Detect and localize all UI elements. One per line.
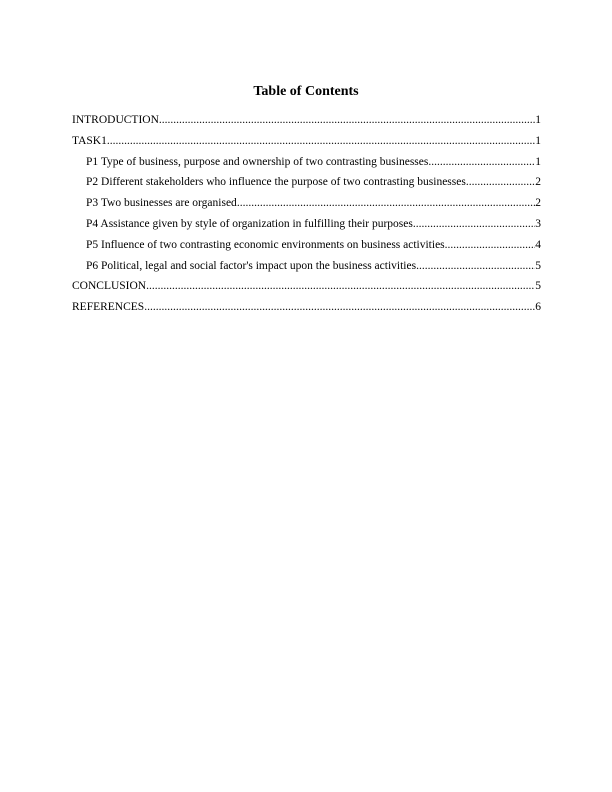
toc-entry-text: P6 Political, legal and social factor's impact upon the business activities	[86, 259, 417, 272]
toc-entry-text: TASK1	[72, 134, 107, 147]
toc-entry-introduction[interactable]	[72, 113, 541, 134]
toc-page-number: 1	[535, 134, 541, 147]
toc-entry-p1[interactable]	[72, 155, 541, 176]
toc-entry-text: INTRODUCTION	[72, 114, 159, 126]
toc-dot-leader	[144, 300, 535, 314]
toc-entry-text: CONCLUSION	[72, 280, 147, 293]
toc-page-number: 3	[535, 217, 541, 230]
toc-dot-leader	[428, 155, 535, 169]
toc-dot-leader	[146, 279, 535, 293]
toc-page-number: 5	[535, 259, 541, 272]
toc-page-number: 6	[535, 301, 541, 314]
toc-page-number: 2	[535, 176, 541, 189]
toc-page-number: 4	[535, 238, 541, 251]
toc-dot-leader	[159, 113, 535, 127]
toc-page-number: 2	[535, 197, 541, 210]
toc-entry-text: P4 Assistance given by style of organization in fulfilling their purposes	[86, 217, 413, 230]
toc-entry-references[interactable]	[72, 300, 541, 321]
toc-dot-leader	[413, 217, 535, 231]
toc-dot-leader	[416, 259, 535, 273]
toc-dot-leader	[466, 175, 535, 189]
toc-entry-p4[interactable]	[72, 217, 541, 238]
toc-dot-leader	[445, 238, 536, 252]
toc-entry-text: REFERENCES	[72, 301, 145, 314]
toc-entry-text: P5 Influence of two contrasting economic environments on business activities	[86, 238, 445, 251]
toc-entry-text: P1 Type of business, purpose and ownership of two contrasting businesses	[86, 155, 429, 168]
toc-entry-text: P2 Different stakeholders who influence the purpose of two contrasting businesses	[86, 176, 466, 189]
toc-entry-p3[interactable]	[72, 196, 541, 217]
toc-entry-p6[interactable]	[72, 259, 541, 280]
toc-dot-leader	[237, 196, 535, 210]
toc-page-number: 1	[535, 155, 541, 168]
toc-page-number: 5	[535, 280, 541, 293]
toc-dot-leader	[107, 134, 535, 148]
toc-entry-conclusion[interactable]	[72, 279, 541, 300]
toc-page-number: 1	[535, 114, 541, 126]
toc-entry-text: P3 Two businesses are organised	[86, 197, 237, 210]
toc-entry-p5[interactable]	[72, 238, 541, 259]
toc-title: Table of Contents	[253, 84, 359, 99]
toc-entry-task1[interactable]	[72, 134, 541, 155]
toc-list	[72, 113, 541, 321]
toc-entry-p2[interactable]	[72, 175, 541, 196]
